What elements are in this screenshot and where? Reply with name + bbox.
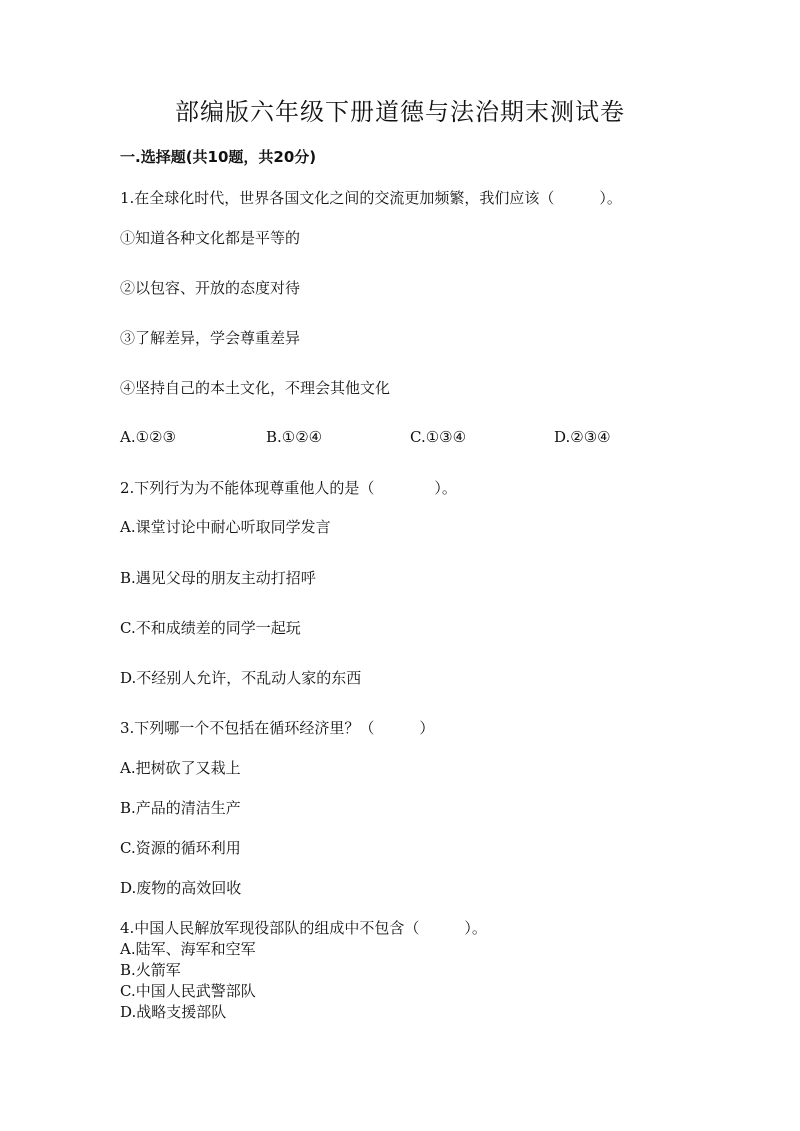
question-2-stem: 2.下列行为为不能体现尊重他人的是（ ）。 <box>120 479 457 497</box>
question-2-option-d: D.不经别人允许，不乱动人家的东西 <box>120 669 362 687</box>
question-1-statement-4: ④坚持自己的本土文化，不理会其他文化 <box>120 379 391 397</box>
question-3-option-b: B.产品的清洁生产 <box>120 799 241 817</box>
question-1-statement-3: ③了解差异，学会尊重差异 <box>120 329 301 347</box>
question-1-option-a: A.①②③ <box>120 428 176 446</box>
question-1-statement-1: ①知道各种文化都是平等的 <box>120 229 301 247</box>
question-4-option-a: A.陆军、海军和空军 <box>120 940 256 958</box>
question-4-option-d: D.战略支援部队 <box>120 1003 227 1021</box>
question-2-option-a: A.课堂讨论中耐心听取同学发言 <box>120 518 331 536</box>
question-3-option-a: A.把树砍了又栽上 <box>120 759 241 777</box>
question-3-stem: 3.下列哪一个不包括在循环经济里？（ ） <box>120 719 435 737</box>
question-1-option-d: D.②③④ <box>554 428 611 446</box>
question-4-option-c: C.中国人民武警部队 <box>120 982 256 1000</box>
section-heading: 一.选择题(共10题，共20分) <box>120 148 317 166</box>
question-1-option-b: B.①②④ <box>266 428 323 446</box>
question-4-option-b: B.火箭军 <box>120 961 181 979</box>
question-4-stem: 4.中国人民解放军现役部队的组成中不包含（ ）。 <box>120 919 487 937</box>
question-1-statement-2: ②以包容、开放的态度对待 <box>120 279 301 297</box>
question-1-option-c: C.①③④ <box>410 428 467 446</box>
question-1-stem: 1.在全球化时代，世界各国文化之间的交流更加频繁，我们应该（ ）。 <box>120 189 622 207</box>
question-2-option-c: C.不和成绩差的同学一起玩 <box>120 619 301 637</box>
question-3-option-c: C.资源的循环利用 <box>120 839 241 857</box>
question-2-option-b: B.遇见父母的朋友主动打招呼 <box>120 569 316 587</box>
page-title: 部编版六年级下册道德与法治期末测试卷 <box>175 98 625 126</box>
question-3-option-d: D.废物的高效回收 <box>120 879 242 897</box>
